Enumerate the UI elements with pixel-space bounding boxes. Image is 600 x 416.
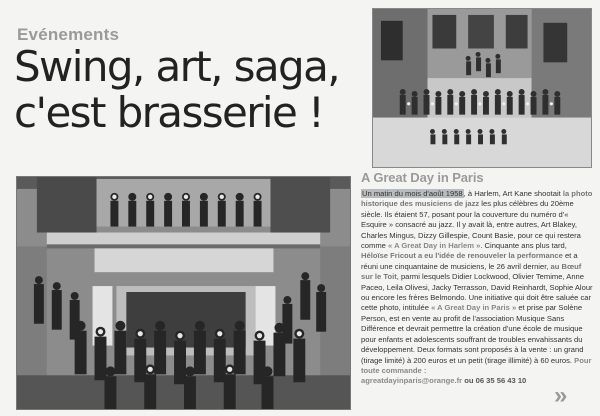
headline: [14, 44, 374, 136]
body-text: . Cinquante ans plus tard,: [480, 241, 567, 251]
double-chevron-right-icon[interactable]: »: [554, 382, 562, 409]
article-body: [361, 189, 593, 376]
highlighted-lead: Un matin du mois d'août 1958: [362, 189, 463, 198]
body-quote: « A Great Day in Paris »: [431, 303, 517, 313]
contact-phone: ou 06 35 56 43 10: [464, 376, 527, 386]
body-text: les plus célèbres du 20ème siècle. Ils étaient 57, posant pour la couverture du numéro d'« Esquire » consacré au jazz. Il y avait là, entre autres, Art Blakey, Charles Mingus, Dizzy Gillespie, Count Basie, pour ce qui restera comme: [361, 199, 581, 251]
body-emphasis: Héloïse Fricout a eu l'idée de renouveler la performance: [361, 251, 563, 261]
article-title: A Great Day in Paris: [361, 170, 484, 185]
headline-line-1: Swing, art, saga,: [14, 42, 340, 91]
harlem-group-photo: [372, 8, 592, 168]
contact-label: Pour toute commande :: [361, 355, 592, 375]
body-text: et prise par Solène Person, est en vente au profit de l'association Musique Sans Différence et devrait permettre la création d'une école de musique pour enfants et adolescents souffrant de troubles envahissants du développement. Deux formats sont proposés à la vente : un grand (tirage limité) à 200 euros et un petit (tirage illimité) à 60 euros.: [361, 303, 584, 365]
harlem-photo-icon: [373, 9, 591, 167]
brasserie-photo-icon: [17, 177, 350, 409]
body-text: , à Harlem, Art Kane shootait: [463, 189, 563, 198]
body-emphasis: au Bœuf sur le Toit: [361, 261, 582, 282]
body-emphasis: la photo historique des musiciens de jazz: [361, 189, 593, 209]
headline-line-2: c'est brasserie !: [14, 88, 324, 137]
body-text: , parmi lesquels Didier Lockwood, Olivier Temime, Anne Paceo, Leila Olivesi, Jacky Terrasson, David Reinhardt, Sophie Alour ou encore les frères Belmondo. Une initiative qui doit être saluée car cette photo, intitulée: [361, 272, 593, 313]
brasserie-group-photo: [16, 176, 351, 410]
section-label: Evénements: [17, 25, 120, 44]
contact-email[interactable]: agreatdayinparis@orange.fr: [361, 376, 463, 386]
body-text: et a réuni une cinquantaine de musiciens, le 26 avril dernier,: [361, 251, 578, 271]
article: [361, 170, 593, 387]
body-quote: « A Great Day in Harlem »: [388, 241, 481, 251]
